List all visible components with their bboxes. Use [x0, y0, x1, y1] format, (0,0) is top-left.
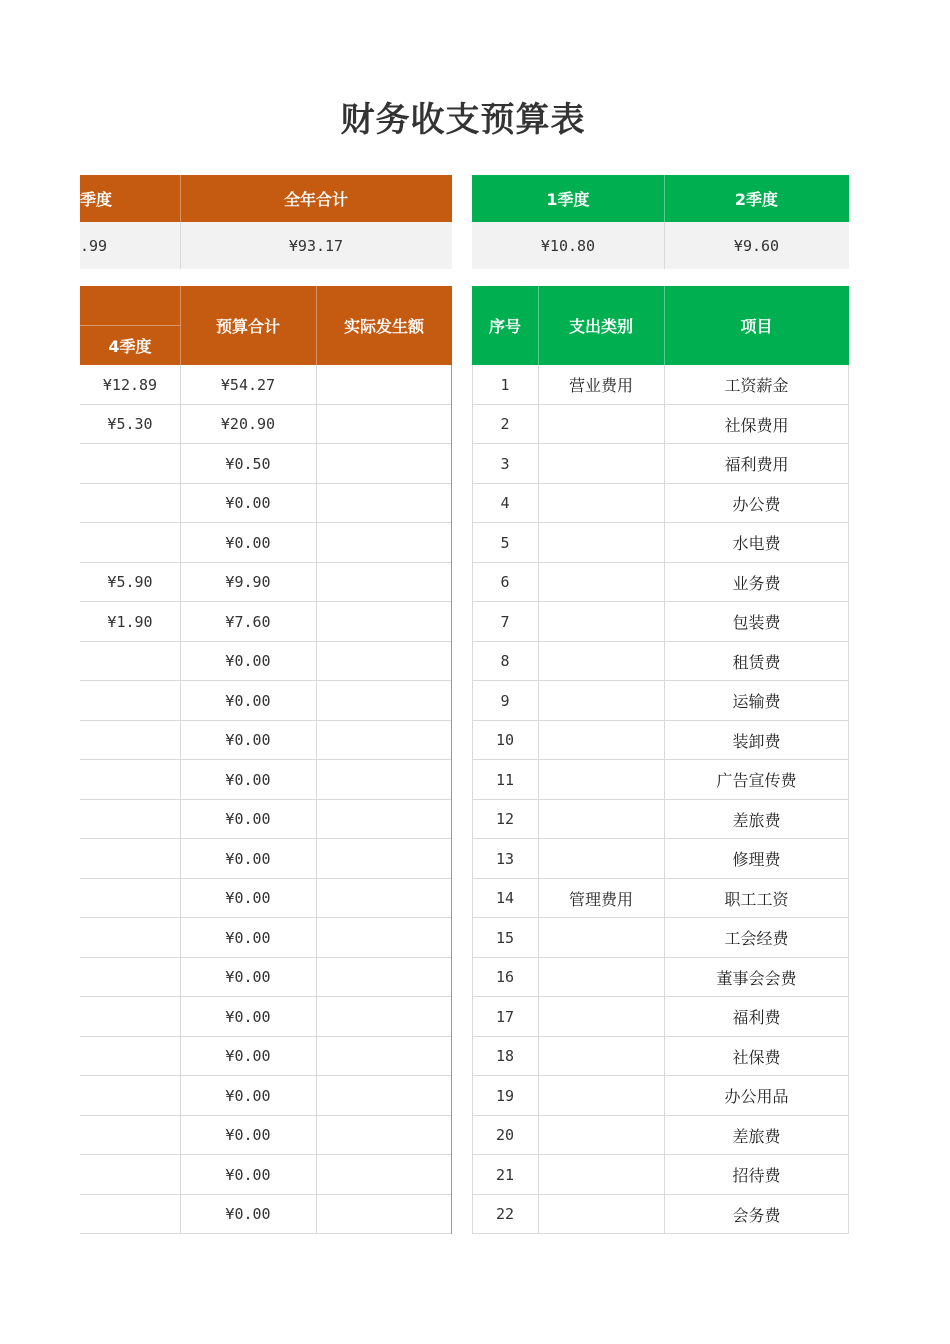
cell-budget-total: ¥0.00 — [225, 1007, 271, 1026]
cell-item: 社保费用 — [724, 415, 789, 435]
cell-actual — [316, 997, 452, 1037]
cell-item: 差旅费 — [732, 1126, 781, 1146]
cell-category — [538, 800, 664, 840]
cell-budget-total: ¥0.00 — [225, 652, 271, 671]
cell-seq: 22 — [495, 1205, 515, 1224]
cell-q4 — [80, 839, 180, 879]
cell-actual — [316, 1155, 452, 1195]
cell-actual — [316, 721, 452, 761]
cell-q4 — [80, 879, 180, 919]
cell-q4: ¥1.90 — [107, 612, 153, 631]
cell-q4 — [80, 484, 180, 524]
cell-category — [538, 484, 664, 524]
cell-budget-total: ¥0.00 — [225, 691, 271, 710]
cell-budget-total: ¥0.00 — [225, 731, 271, 750]
cell-q4 — [80, 1116, 180, 1156]
cell-seq: 3 — [500, 454, 510, 473]
cell-item: 办公用品 — [724, 1087, 789, 1107]
cell-seq: 6 — [500, 573, 510, 592]
header-budget-total: 预算合计 — [215, 317, 280, 336]
cell-actual — [316, 563, 452, 603]
cell-actual — [316, 918, 452, 958]
cell-seq: 15 — [495, 928, 515, 947]
cell-q4 — [80, 918, 180, 958]
cell-seq: 13 — [495, 849, 515, 868]
cell-actual — [316, 523, 452, 563]
cell-budget-total: ¥0.00 — [225, 1047, 271, 1066]
cell-actual — [316, 365, 452, 405]
header-q4: 4季度 — [108, 337, 152, 356]
cell-item: 包装费 — [732, 613, 781, 633]
cell-budget-total: ¥7.60 — [225, 612, 271, 631]
cell-q4 — [80, 444, 180, 484]
cell-item: 广告宣传费 — [716, 771, 797, 791]
cell-category — [538, 523, 664, 563]
cell-budget-total: ¥0.00 — [225, 928, 271, 947]
cell-q4 — [80, 1076, 180, 1116]
cell-q4 — [80, 523, 180, 563]
cell-item: 运输费 — [732, 692, 781, 712]
cell-category: 营业费用 — [568, 376, 633, 396]
cell-q4 — [80, 1195, 180, 1235]
cell-item: 会务费 — [732, 1205, 781, 1225]
cell-q4 — [80, 1037, 180, 1077]
cell-item: 装卸费 — [732, 731, 781, 751]
cell-seq: 11 — [495, 770, 515, 789]
header-actual: 实际发生额 — [343, 317, 424, 336]
cell-category — [538, 760, 664, 800]
cell-seq: 14 — [495, 889, 515, 908]
cell-category — [538, 918, 664, 958]
cell-category — [538, 997, 664, 1037]
cell-category — [538, 563, 664, 603]
cell-budget-total: ¥0.50 — [225, 454, 271, 473]
cell-q4: ¥5.90 — [107, 573, 153, 592]
cell-item: 工会经费 — [724, 929, 789, 949]
cell-category — [538, 642, 664, 682]
cell-budget-total: ¥9.90 — [225, 573, 271, 592]
cell-actual — [316, 879, 452, 919]
cell-item: 福利费用 — [724, 455, 789, 475]
cell-item: 修理费 — [732, 850, 781, 870]
cell-seq: 7 — [500, 612, 510, 631]
cell-q4 — [80, 1155, 180, 1195]
cell-budget-total: ¥0.00 — [225, 494, 271, 513]
cell-budget-total: ¥0.00 — [225, 1126, 271, 1145]
header-category: 支出类别 — [568, 317, 633, 336]
cell-q4 — [80, 721, 180, 761]
cell-seq: 10 — [495, 731, 515, 750]
cell-actual — [316, 958, 452, 998]
cell-category — [538, 1155, 664, 1195]
summary-annual-header: 全年合计 — [180, 175, 452, 222]
cell-seq: 9 — [500, 691, 510, 710]
cell-q4 — [80, 681, 180, 721]
cell-q4 — [80, 642, 180, 682]
cell-category — [538, 1195, 664, 1235]
cell-q4: ¥5.30 — [107, 415, 153, 434]
cell-budget-total: ¥0.00 — [225, 770, 271, 789]
cell-category — [538, 958, 664, 998]
cell-q4 — [80, 997, 180, 1037]
cell-category — [538, 839, 664, 879]
cell-budget-total: ¥0.00 — [225, 1165, 271, 1184]
cell-item: 业务费 — [732, 573, 781, 593]
cell-category: 管理费用 — [568, 889, 633, 909]
summary-q3-header: 季度 — [80, 175, 180, 222]
cell-actual — [316, 444, 452, 484]
cell-actual — [316, 681, 452, 721]
cell-seq: 19 — [495, 1086, 515, 1105]
cell-item: 福利费 — [732, 1008, 781, 1028]
cell-actual — [316, 602, 452, 642]
cell-category — [538, 444, 664, 484]
cell-budget-total: ¥0.00 — [225, 1086, 271, 1105]
cell-actual — [316, 1076, 452, 1116]
cell-actual — [316, 1037, 452, 1077]
cell-q4 — [80, 958, 180, 998]
summary-q2-value: ¥9.60 — [664, 222, 849, 269]
cell-q4 — [80, 800, 180, 840]
cell-budget-total: ¥0.00 — [225, 1205, 271, 1224]
cell-seq: 12 — [495, 810, 515, 829]
header-seq: 序号 — [488, 317, 521, 336]
cell-category — [538, 1037, 664, 1077]
cell-item: 工资薪金 — [724, 376, 789, 396]
cell-item: 董事会会费 — [716, 968, 797, 988]
cell-category — [538, 405, 664, 445]
cell-category — [538, 681, 664, 721]
cell-category — [538, 721, 664, 761]
cell-seq: 18 — [495, 1047, 515, 1066]
summary-q3-value: .99 — [80, 222, 180, 269]
cell-seq: 17 — [495, 1007, 515, 1026]
cell-item: 招待费 — [732, 1166, 781, 1186]
cell-item: 职工工资 — [724, 889, 789, 909]
cell-item: 办公费 — [732, 494, 781, 514]
cell-budget-total: ¥0.00 — [225, 849, 271, 868]
cell-actual — [316, 484, 452, 524]
cell-actual — [316, 839, 452, 879]
cell-category — [538, 602, 664, 642]
header-item: 项目 — [740, 317, 773, 336]
cell-budget-total: ¥0.00 — [225, 810, 271, 829]
cell-seq: 21 — [495, 1165, 515, 1184]
summary-q1-header: 1季度 — [472, 175, 664, 222]
cell-actual — [316, 800, 452, 840]
cell-actual — [316, 642, 452, 682]
cell-budget-total: ¥0.00 — [225, 533, 271, 552]
cell-seq: 16 — [495, 968, 515, 987]
summary-q2-header: 2季度 — [664, 175, 849, 222]
cell-category — [538, 1076, 664, 1116]
cell-seq: 20 — [495, 1126, 515, 1145]
cell-budget-total: ¥54.27 — [220, 375, 276, 394]
cell-actual — [316, 405, 452, 445]
summary-q1-value: ¥10.80 — [472, 222, 664, 269]
cell-item: 社保费 — [732, 1047, 781, 1067]
page-title: 财务收支预算表 — [340, 100, 586, 140]
cell-item: 租赁费 — [732, 652, 781, 672]
cell-actual — [316, 760, 452, 800]
cell-item: 差旅费 — [732, 810, 781, 830]
cell-budget-total: ¥20.90 — [220, 415, 276, 434]
cell-category — [538, 1116, 664, 1156]
cell-item: 水电费 — [732, 534, 781, 554]
summary-annual-value: ¥93.17 — [180, 222, 452, 269]
cell-budget-total: ¥0.00 — [225, 968, 271, 987]
cell-seq: 2 — [500, 415, 510, 434]
cell-seq: 8 — [500, 652, 510, 671]
cell-seq: 1 — [500, 375, 510, 394]
cell-seq: 4 — [500, 494, 510, 513]
cell-actual — [316, 1116, 452, 1156]
cell-budget-total: ¥0.00 — [225, 889, 271, 908]
cell-seq: 5 — [500, 533, 510, 552]
cell-q4 — [80, 760, 180, 800]
cell-q4: ¥12.89 — [102, 375, 158, 394]
cell-actual — [316, 1195, 452, 1235]
